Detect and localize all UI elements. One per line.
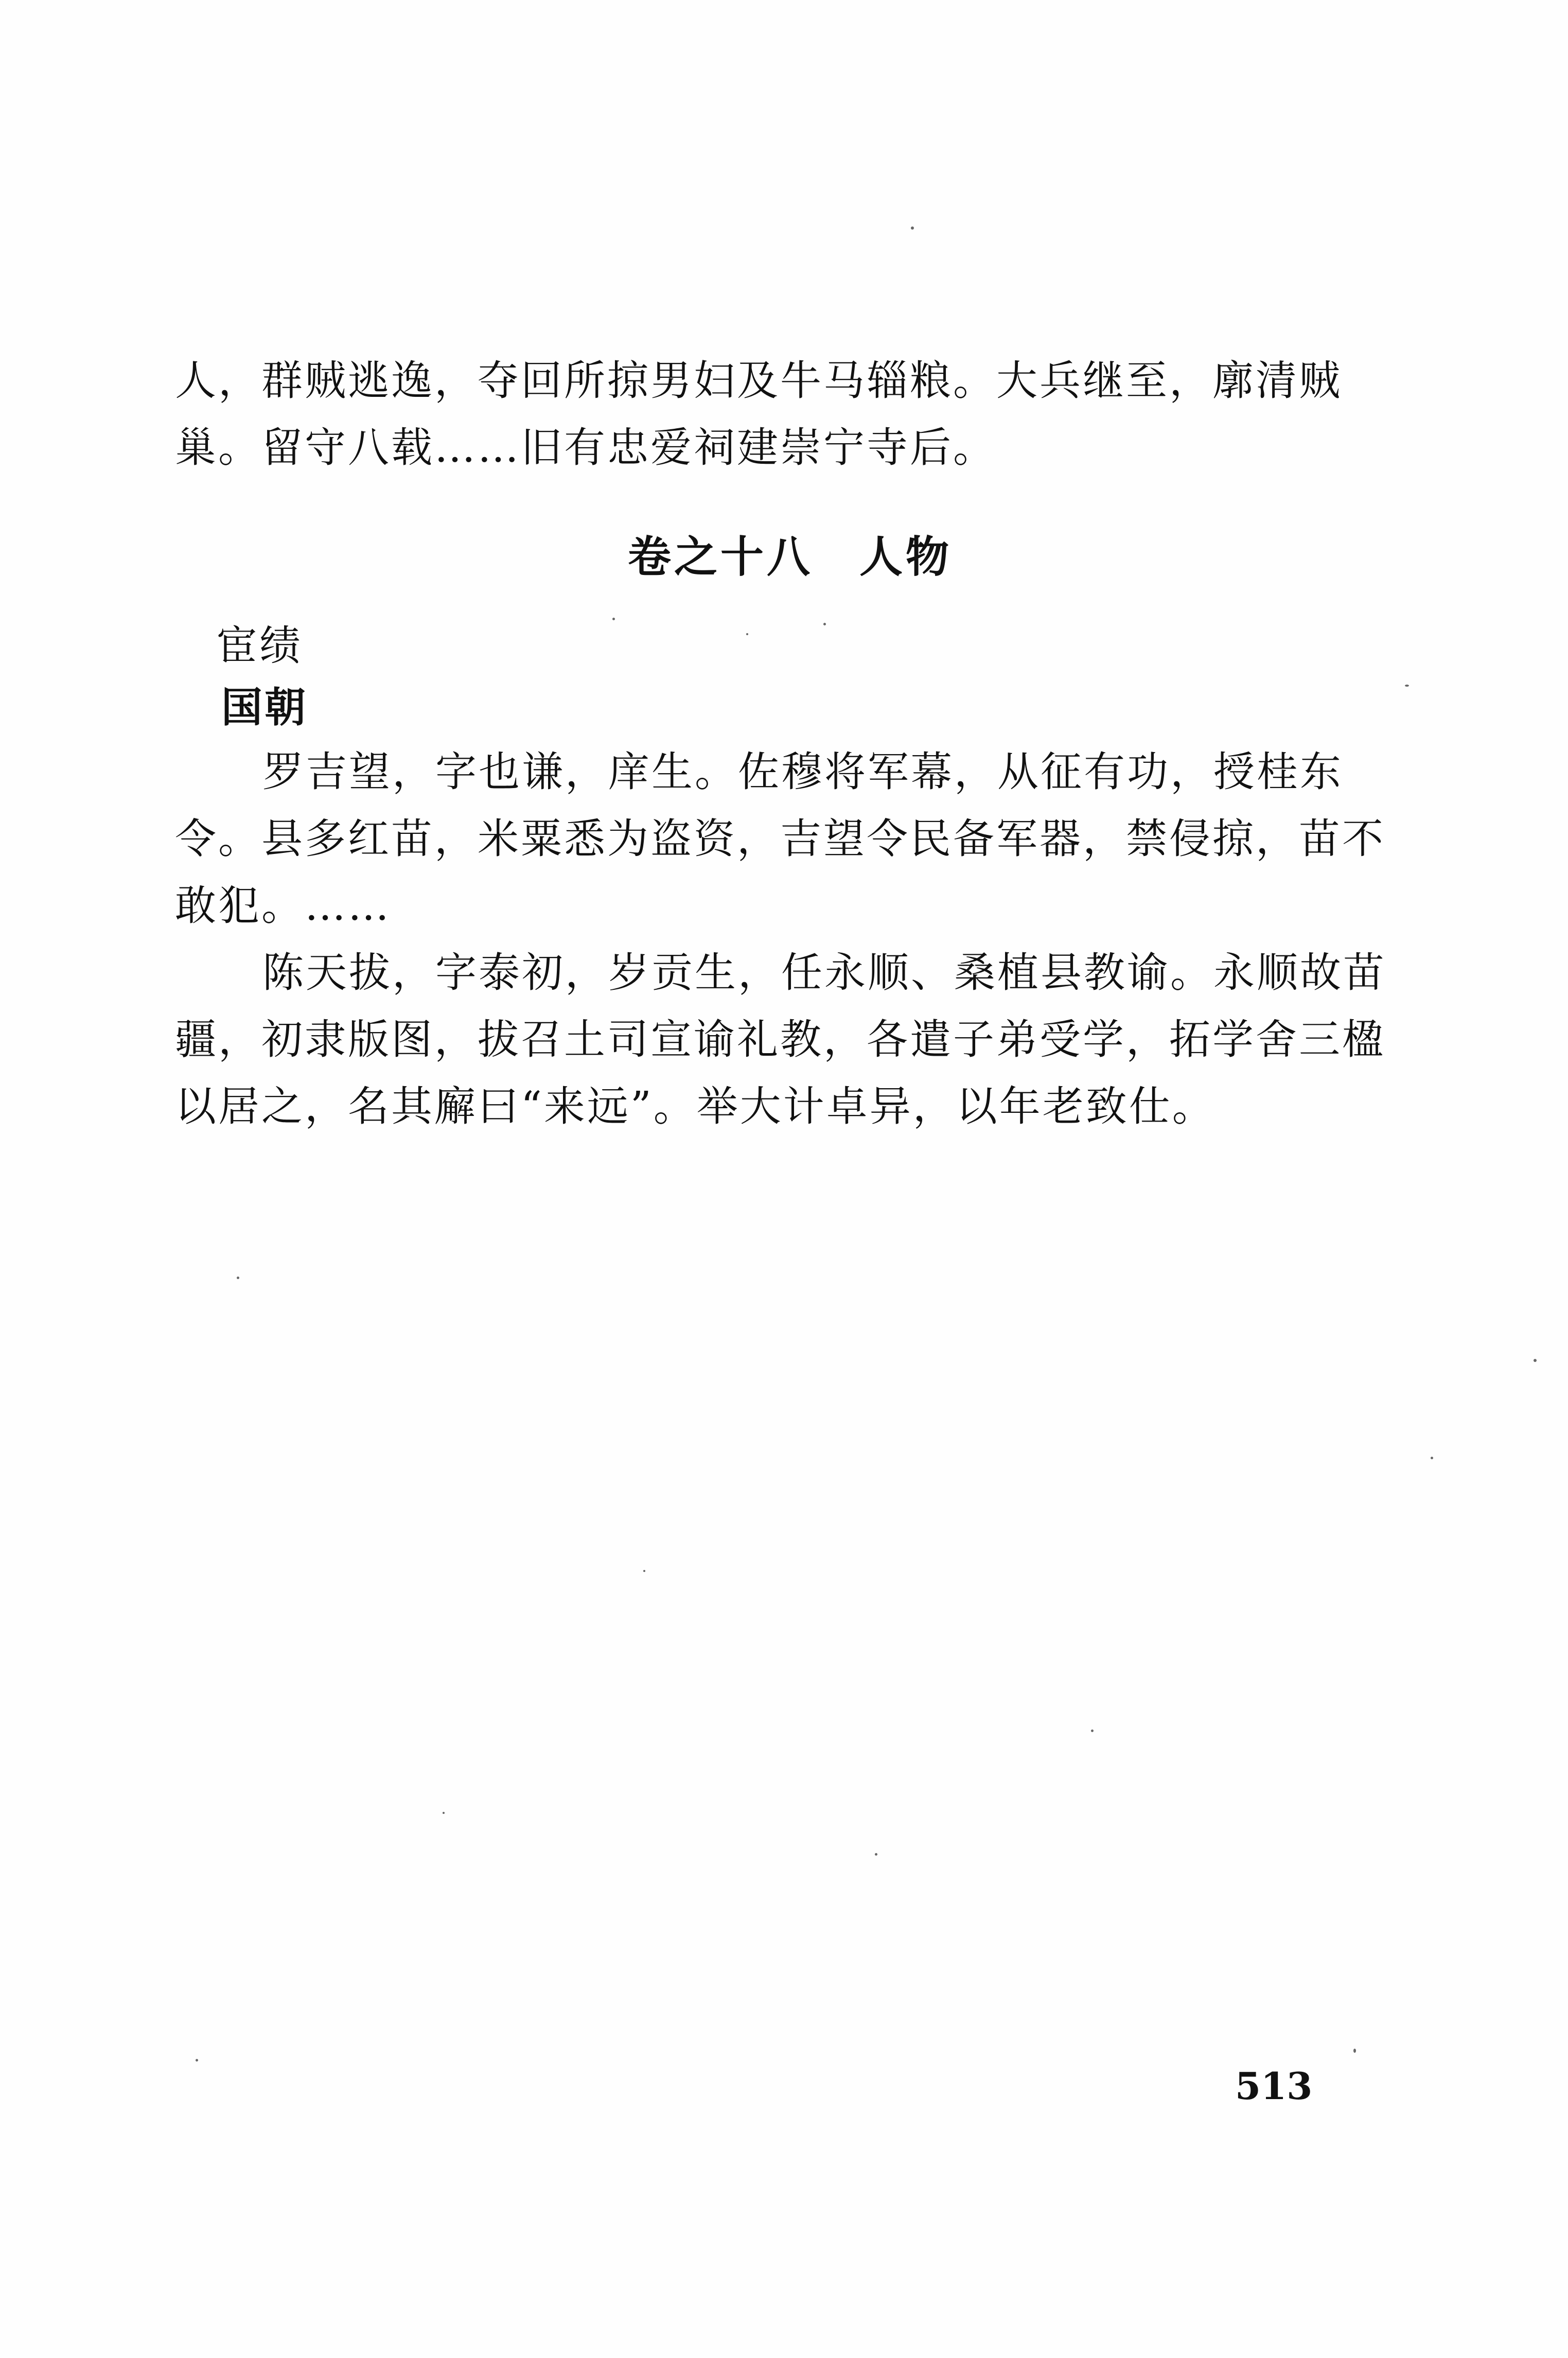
page-number: 513 [1235,2064,1313,2108]
era-label: 国朝 [221,683,308,731]
scan-speck [746,633,748,635]
continuation-line-1: 人，群贼逃逸，夺回所掠男妇及牛马辎粮。大兵继至，廓清贼 [175,357,1342,405]
entry1-line-1: 罗吉望，字也谦，庠生。佐穆将军幕，从征有功，授桂东 [262,748,1343,796]
scan-speck [1534,1359,1537,1362]
scan-speck [1091,1730,1094,1732]
scan-speck [1353,2049,1356,2053]
entry1-line-2: 令。县多红苗，米粟悉为盗资，吉望令民备军器，禁侵掠，苗不 [175,815,1385,863]
scan-speck [612,618,615,620]
scan-speck [1405,685,1409,687]
section-label: 宦绩 [216,622,303,670]
entry2-line-1: 陈天拔，字泰初，岁贡生，任永顺、桑植县教谕。永顺故苗 [262,949,1386,997]
scan-speck [823,623,826,625]
entry2-line-3: 以居之，名其廨曰“来远”。举大计卓异，以年老致仕。 [175,1082,1215,1130]
scan-speck [196,2059,198,2062]
entry1-line-3: 敢犯。…… [175,882,391,930]
scan-speck [911,226,914,230]
scan-speck [643,1570,645,1572]
scan-speck [875,1853,877,1856]
chapter-heading: 卷之十八 人物 [628,531,953,582]
scan-speck [443,1812,445,1814]
scan-speck [237,1277,239,1279]
scan-speck [1431,1457,1433,1459]
entry2-line-2: 疆，初隶版图，拔召土司宣谕礼教，各遣子弟受学，拓学舍三楹 [175,1016,1385,1063]
continuation-line-2: 巢。留守八载……旧有忠爱祠建崇宁寺后。 [175,424,996,471]
